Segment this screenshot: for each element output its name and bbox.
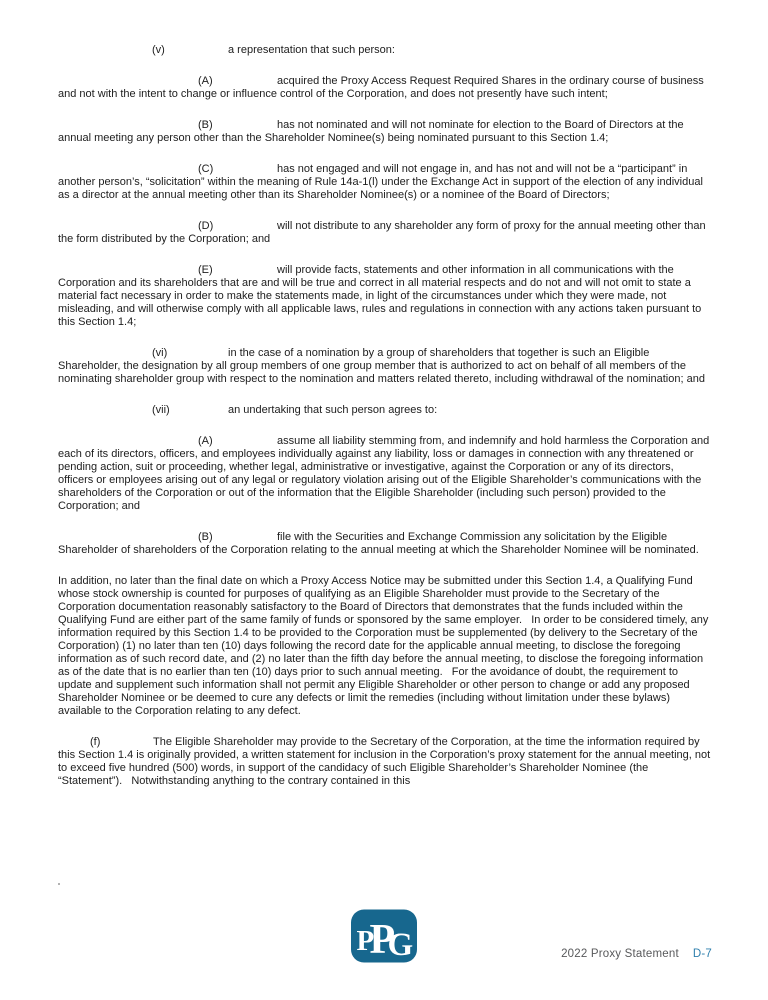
- paragraph-marker: (vii): [152, 404, 170, 416]
- paragraph-in-addition: [58, 575, 712, 718]
- paragraph-vii-B: [58, 531, 712, 557]
- scan-artifact-dot: [58, 883, 60, 885]
- ppg-logo-icon: [351, 909, 418, 963]
- paragraph-marker: (A): [198, 435, 213, 447]
- paragraph-marker: (v): [152, 44, 165, 56]
- svg-text:P: P: [356, 925, 375, 957]
- paragraph-text: file with the Securities and Exchange Commission any solicitation by the Eligible Shareholder of shareholders of the Corporation relating to the annual meeting at which the Shareholder Nominee will be nominated.: [58, 531, 699, 556]
- paragraph-text: has not engaged and will not engage in, and has not and will not be a “participant” in another person’s, “solicitation” within the meaning of Rule 14a-1(l) under the Exchange Act in support of the election of any individual as a director at the annual meeting other than its Shareholder Nominee(s) or a nominee of the Board of Directors;: [58, 163, 706, 201]
- paragraph-marker: (A): [198, 75, 213, 87]
- paragraph-v-D: [58, 220, 712, 246]
- paragraph-marker: (E): [198, 264, 213, 276]
- paragraph-marker: (B): [198, 119, 213, 131]
- paragraph-text: an undertaking that such person agrees to:: [228, 404, 438, 416]
- paragraph-v-B: [58, 119, 712, 145]
- paragraph-marker: (B): [198, 531, 213, 543]
- svg-text:G: G: [387, 927, 414, 963]
- paragraph-text: will not distribute to any shareholder any form of proxy for the annual meeting other than the form distributed by the Corporation; and: [58, 220, 709, 245]
- paragraph-f: [58, 736, 712, 788]
- paragraph-marker: (f): [90, 736, 101, 748]
- paragraph-v-E: [58, 264, 712, 329]
- paragraph-text: a representation that such person:: [228, 44, 395, 56]
- paragraph-text: The Eligible Shareholder may provide to the Secretary of the Corporation, at the time the information required by this Section 1.4 is originally provided, a written statement for inclusion in the Corporation’s proxy statement for the annual meeting, not to exceed five hundred (500) words, in support of the candidacy of such Eligible Shareholder’s Shareholder Nominee (the “Statement”). Notwithstanding anything to the contrary contained in this: [58, 736, 714, 787]
- paragraph-text: will provide facts, statements and other information in all communications with the Corporation and its shareholders that are and will be true and correct in all material respects and do not and will not omit to state a material fact necessary in order to make the statements made, in light of the circumstances under which they were made, not misleading, and will otherwise comply with all applicable laws, rules and regulations in connection with any actions taken pursuant to this Section 1.4;: [58, 264, 705, 328]
- paragraph-marker: (C): [198, 163, 214, 175]
- paragraph-marker: (D): [198, 220, 214, 232]
- document-body: [58, 44, 712, 806]
- svg-text:P: P: [369, 917, 396, 963]
- paragraph-vii: [58, 404, 712, 417]
- paragraph-marker: (vi): [152, 347, 168, 359]
- paragraph-v: [58, 44, 712, 57]
- paragraph-text: has not nominated and will not nominate for election to the Board of Directors at the annual meeting any person other than the Shareholder Nominee(s) being nominated pursuant to this Section 1.4;: [58, 119, 687, 144]
- paragraph-vi: [58, 347, 712, 386]
- page-number: D-7: [692, 948, 712, 960]
- paragraph-text: in the case of a nomination by a group of shareholders that together is such an Eligible Shareholder, the designation by all group members of one group member that is authorized to act on behalf of all members of the nominating shareholder group with respect to the nomination and matters related thereto, including withdrawal of the nomination; and: [58, 347, 705, 385]
- paragraph-vii-A: [58, 435, 712, 513]
- paragraph-text: assume all liability stemming from, and indemnify and hold harmless the Corporation and each of its directors, officers, and employees individually against any liability, loss or damages in connection with any threatened or pending action, suit or proceeding, whether legal, administrative or investigative, against the Corporation or any of its directors, officers or employees arising out of any legal or regulatory violation arising out of the Eligible Shareholder’s communications with the shareholders of the Corporation or out of the information that the Eligible Shareholder (including such person) provided to the Corporation; and: [58, 435, 713, 512]
- footer-pagination: [561, 947, 712, 961]
- paragraph-v-A: [58, 75, 712, 101]
- paragraph-text: In addition, no later than the final date on which a Proxy Access Notice may be submitted under this Section 1.4, a Qualifying Fund whose stock ownership is counted for purposes of qualifying as an Eligible Shareholder must provide to the Secretary of the Corporation documentation reasonably satisfactory to the Board of Directors that demonstrates that the funds included within the Qualifying Fund are either part of the same family of funds or sponsored by the same employer. In order to be considered timely, any information required by this Section 1.4 to be provided to the Corporation must be supplemented (by delivery to the Secretary of the Corporation) (1) no later than ten (10) days following the record date for the applicable annual meeting, to disclose the foregoing information as of such record date, and (2) no later than the fifth day before the annual meeting, to disclose the foregoing information as of the date that is no earlier than ten (10) days prior to such annual meeting. For the avoidance of doubt, the requirement to update and supplement such information shall not permit any Eligible Shareholder or other person to change or add any proposed Shareholder Nominee or be deemed to cure any defects or limit the remedies (including without limitation under these bylaws) available to the Corporation relating to any defect.: [58, 575, 712, 717]
- paragraph-text: acquired the Proxy Access Request Required Shares in the ordinary course of business and not with the intent to change or influence control of the Corporation, and does not presently have such intent;: [58, 75, 707, 100]
- paragraph-v-C: [58, 163, 712, 202]
- proxy-statement-label: 2022 Proxy Statement: [561, 948, 679, 960]
